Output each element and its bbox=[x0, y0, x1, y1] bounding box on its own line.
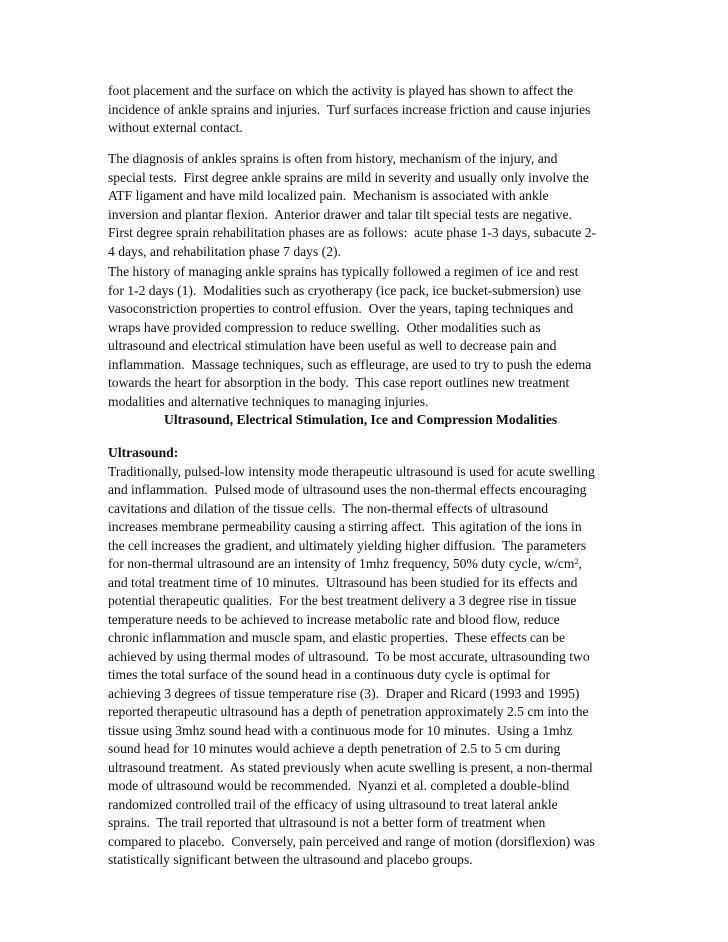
section-heading: Ultrasound, Electrical Stimulation, Ice and Compression Modalities bbox=[164, 412, 558, 427]
text-line: special tests. First degree ankle sprains are mild in severity and usually only involve the bbox=[108, 169, 589, 185]
ultrasound-section bbox=[108, 444, 608, 870]
superscript: 2 bbox=[574, 557, 579, 566]
text-line: inflammation. Massage techniques, such as effleurage, are used to try to push the edema bbox=[108, 356, 592, 372]
text-line: mode of ultrasound would be recommended. Nyanzi et al. completed a double-blind bbox=[108, 778, 570, 793]
text-line: the cell increases the gradient, and ultimately yielding higher diffusion. The parameters bbox=[108, 537, 587, 553]
text-line: towards the heart for absorption in the body. This case report outlines new treatment bbox=[108, 375, 570, 390]
paragraph-3 bbox=[108, 263, 608, 411]
text-line: and total treatment time of 10 minutes. Ultrasound has been studied for its effects and bbox=[108, 574, 578, 590]
text-line: chronic inflammation and muscle spam, and elastic properties. These effects can be bbox=[108, 630, 565, 645]
text-line: modalities and alternative techniques to managing injuries. bbox=[108, 393, 429, 409]
text-line: Traditionally, pulsed-low intensity mode therapeutic ultrasound is used for acute swelling bbox=[108, 463, 595, 479]
text-line: achieving 3 degrees of tissue temperature rise (3). Draper and Ricard (1993 and 1995) bbox=[108, 685, 580, 701]
text-line: inversion and plantar flexion. Anterior drawer and talar tilt special tests are negative. bbox=[108, 206, 572, 222]
text-line: The history of managing ankle sprains has typically followed a regimen of ice and rest bbox=[108, 264, 579, 279]
text-line: potential therapeutic qualities. For the best treatment delivery a 3 degree rise in tissue bbox=[108, 593, 577, 608]
text-line: vasoconstriction properties to control effusion. Over the years, taping techniques and bbox=[108, 301, 574, 316]
text-line: statistically significant between the ultrasound and placebo groups. bbox=[108, 852, 473, 867]
text-line: without external contact. bbox=[108, 120, 243, 135]
text-line: temperature needs to be achieved to increase metabolic rate and blood flow, reduce bbox=[108, 611, 560, 627]
ultrasound-subheading: Ultrasound: bbox=[108, 445, 179, 460]
paragraph-2 bbox=[108, 150, 608, 261]
text-line: reported therapeutic ultrasound has a depth of penetration approximately 2.5 cm into the bbox=[108, 704, 589, 719]
text-line: sound head for 10 minutes would achieve a depth penetration of 2.5 to 5 cm during bbox=[108, 741, 561, 756]
text-line: The diagnosis of ankles sprains is often from history, mechanism of the injury, and bbox=[108, 151, 558, 166]
text-line: ATF ligament and have mild localized pain. Mechanism is associated with ankle bbox=[108, 188, 549, 203]
text-line: for 1-2 days (1). Modalities such as cryotherapy (ice pack, ice bucket-submersion) use bbox=[108, 282, 581, 298]
text-line-with-superscript bbox=[108, 555, 608, 574]
text-line: ultrasound and electrical stimulation have been useful as well to decrease pain and bbox=[108, 338, 557, 353]
text-line: randomized controlled trail of the efficacy of using ultrasound to treat lateral ankle bbox=[108, 796, 558, 812]
text-line: 4 days, and rehabilitation phase 7 days (2). bbox=[108, 243, 341, 259]
text-line: ultrasound treatment. As stated previously when acute swelling is present, a non-thermal bbox=[108, 759, 593, 775]
text-line: sprains. The trail reported that ultrasound is not a better form of treatment when bbox=[108, 815, 546, 830]
text-line: achieved by using thermal modes of ultrasound. To be most accurate, ultrasounding two bbox=[108, 648, 590, 664]
text-line: tissue using 3mhz sound head with a continuous mode for 10 minutes. Using a 1mhz bbox=[108, 722, 573, 738]
text-line: increases membrane permeability causing a stirring affect. This agitation of the ions in bbox=[108, 519, 582, 534]
text-line: First degree sprain rehabilitation phases are as follows: acute phase 1-3 days, subacute 2- bbox=[108, 225, 597, 240]
text-line: compared to placebo. Conversely, pain perceived and range of motion (dorsiflexion) was bbox=[108, 833, 595, 849]
sup-line-text: for non-thermal ultrasound are an intensity of 1mhz frequency, 50% duty cycle, w/cm bbox=[108, 556, 575, 571]
paragraph-1 bbox=[108, 82, 608, 138]
text-line: cavitations and dilation of the tissue cells. The non-thermal effects of ultrasound bbox=[108, 500, 549, 516]
text-line: and inflammation. Pulsed mode of ultrasound uses the non-thermal effects encouraging bbox=[108, 482, 587, 497]
sup-line-tail: , bbox=[578, 556, 582, 571]
text-line: times the total surface of the sound head in a continuous duty cycle is optimal for bbox=[108, 667, 551, 682]
text-line: wraps have provided compression to reduce swelling. Other modalities such as bbox=[108, 319, 541, 335]
text-line: incidence of ankle sprains and injuries. Turf surfaces increase friction and cause injuries bbox=[108, 101, 591, 117]
text-line: foot placement and the surface on which the activity is played has shown to affect the bbox=[108, 83, 574, 98]
